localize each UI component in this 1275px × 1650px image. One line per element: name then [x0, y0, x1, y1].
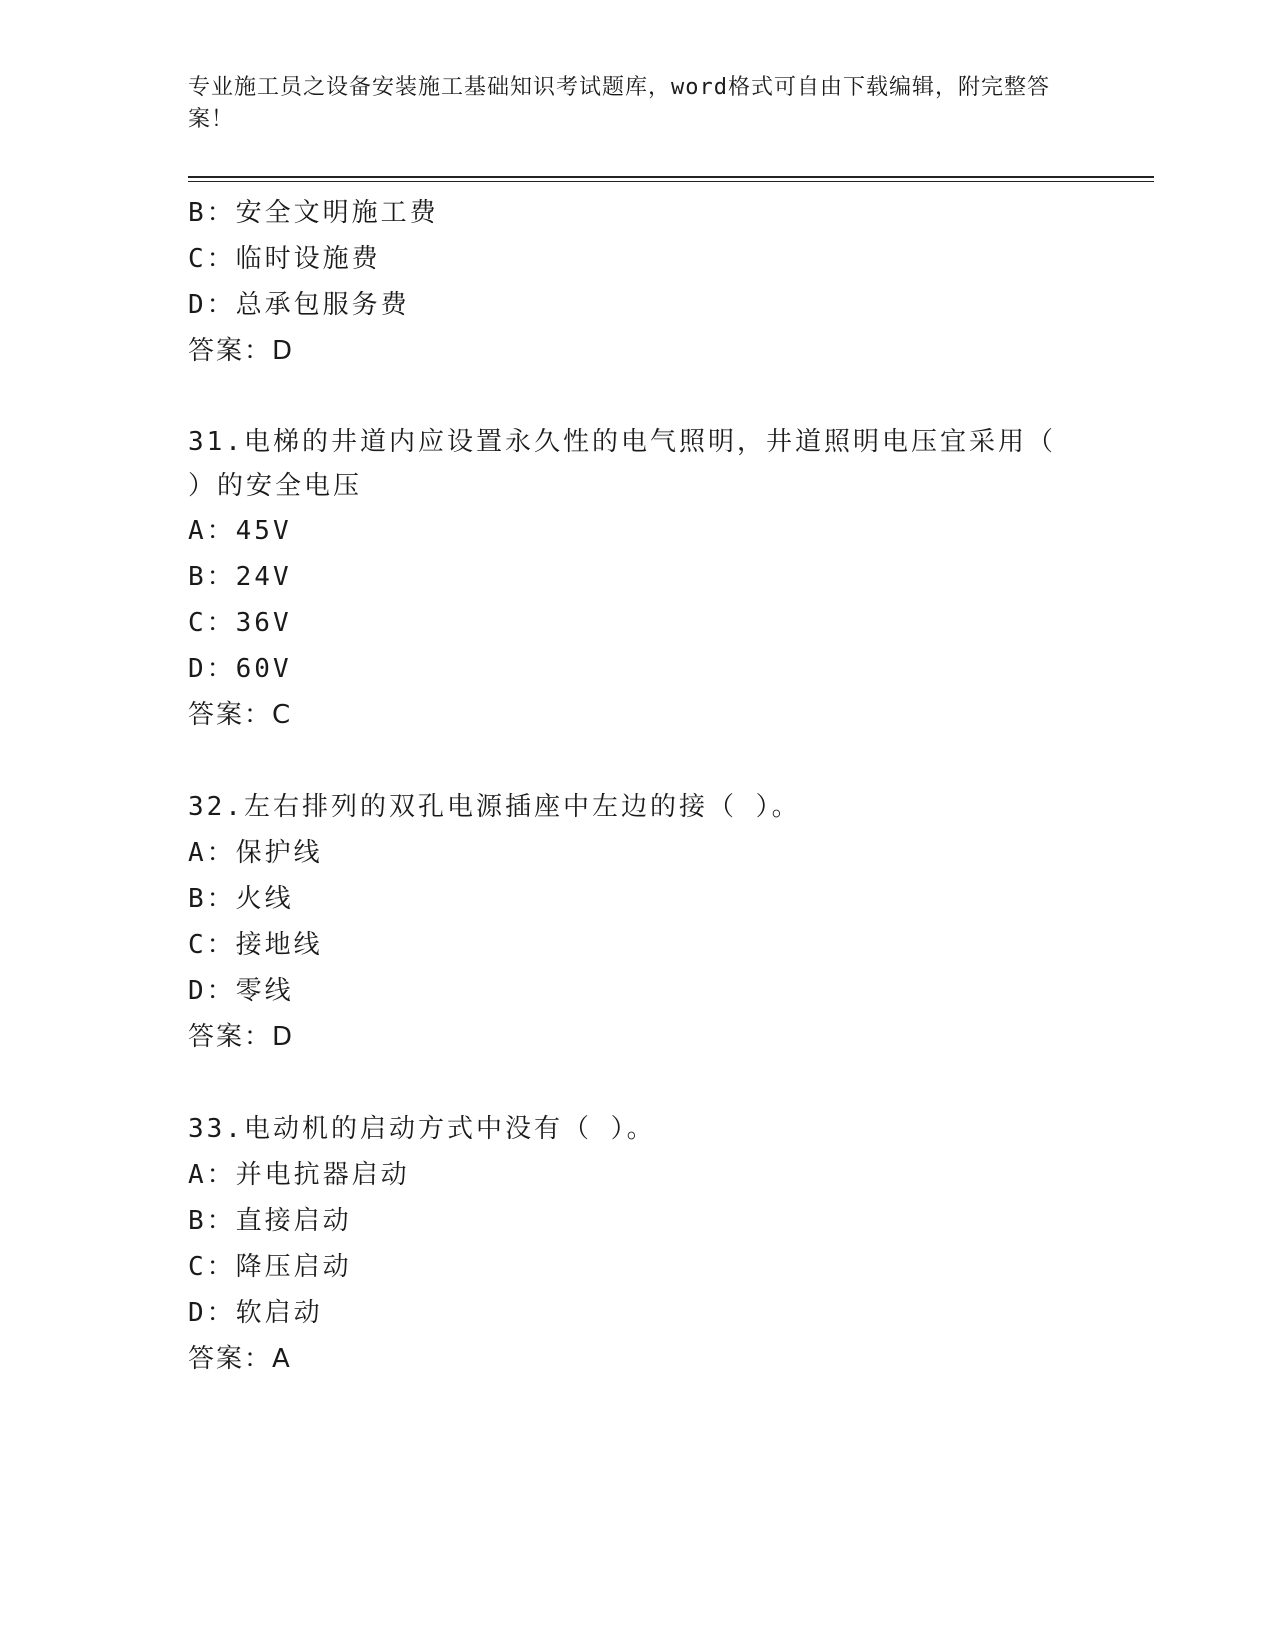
header-divider-thick — [188, 176, 1154, 178]
question-block-33 — [188, 1106, 1068, 1382]
option-d: D：60V — [188, 654, 292, 684]
question-block-30 — [188, 190, 1068, 374]
question-block-32 — [188, 784, 1068, 1060]
answer: 答案：D — [188, 1022, 295, 1052]
header-divider-thin — [188, 181, 1154, 182]
answer: 答案：A — [188, 1344, 292, 1374]
question-block-31 — [188, 420, 1068, 738]
option-b: B：24V — [188, 562, 292, 592]
option-c: C：接地线 — [188, 930, 323, 960]
question-text: 32.左右排列的双孔电源插座中左边的接（ ）。 — [188, 792, 801, 822]
spacer — [188, 738, 1068, 784]
option-c: C：降压启动 — [188, 1252, 352, 1282]
option-a: A：保护线 — [188, 838, 323, 868]
option-a: A：45V — [188, 516, 292, 546]
spacer — [188, 374, 1068, 420]
option-c: C：36V — [188, 608, 292, 638]
option-b: B：安全文明施工费 — [188, 198, 439, 228]
question-text: 31.电梯的井道内应设置永久性的电气照明，井道照明电压宜采用（ ）的安全电压 — [188, 427, 1056, 501]
option-b: B：火线 — [188, 884, 294, 914]
option-b: B：直接启动 — [188, 1206, 352, 1236]
answer: 答案：C — [188, 700, 293, 730]
option-d: D：总承包服务费 — [188, 290, 410, 320]
answer: 答案：D — [188, 336, 295, 366]
option-d: D：软启动 — [188, 1298, 323, 1328]
option-a: A：并电抗器启动 — [188, 1160, 410, 1190]
option-d: D：零线 — [188, 976, 294, 1006]
option-c: C：临时设施费 — [188, 244, 381, 274]
question-text: 33.电动机的启动方式中没有（ ）。 — [188, 1114, 656, 1144]
document-body — [188, 190, 1068, 1382]
spacer — [188, 1060, 1068, 1106]
document-header: 专业施工员之设备安装施工基础知识考试题库，word格式可自由下载编辑，附完整答案！ — [188, 75, 1050, 132]
